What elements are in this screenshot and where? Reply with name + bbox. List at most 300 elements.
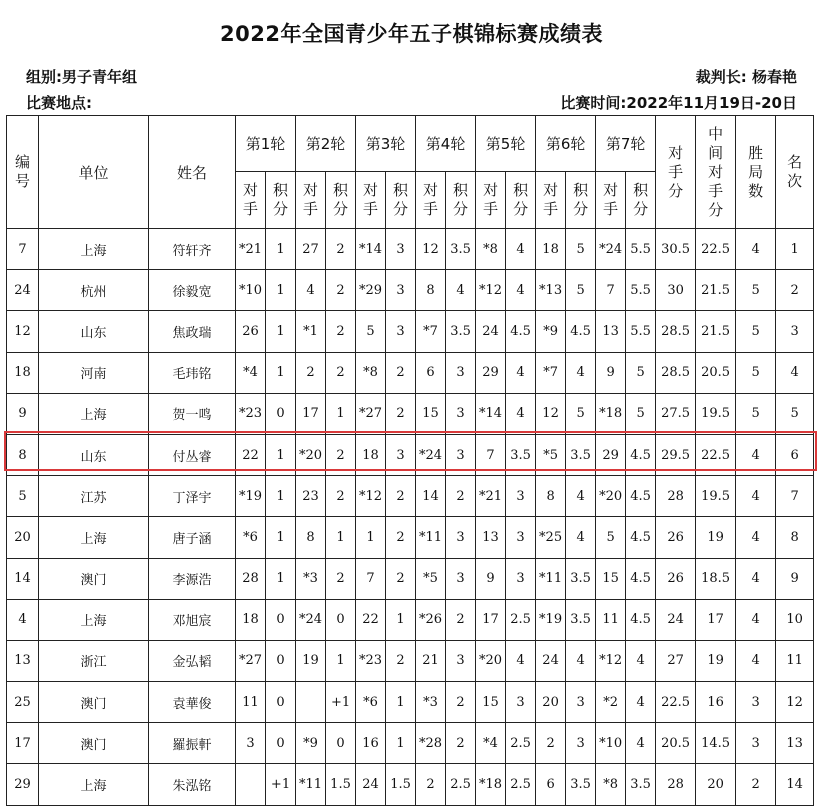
cell-opponent: *12 [476,270,506,311]
table-row [7,270,814,311]
cell-score: 5.5 [626,311,656,352]
cell-score: 1 [386,599,416,640]
cell-score: 4 [566,476,596,517]
cell-opponent: *24 [596,229,626,270]
header-round: 第1轮 [236,116,296,172]
cell-score: 4.5 [626,434,656,475]
cell-unit: 上海 [39,229,149,270]
cell-no: 24 [7,270,39,311]
cell-score: 3 [566,723,596,764]
cell-wins: 4 [736,640,776,681]
cell-name: 羅振軒 [149,723,236,764]
cell-mid-opp: 22.5 [696,434,736,475]
cell-opp-total: 27 [656,640,696,681]
cell-mid-opp: 17 [696,599,736,640]
cell-no: 14 [7,558,39,599]
cell-opp-total: 28 [656,764,696,805]
header-score: 积分 [566,172,596,229]
cell-opponent: 12 [416,229,446,270]
header-round: 第6轮 [536,116,596,172]
cell-opponent: *3 [296,558,326,599]
cell-score: 3 [446,558,476,599]
cell-opp-total: 28.5 [656,311,696,352]
header-mid-opp: 中间对手分 [696,116,736,229]
cell-unit: 杭州 [39,270,149,311]
cell-score: 1 [326,640,356,681]
cell-unit: 山东 [39,434,149,475]
cell-opponent: 5 [356,311,386,352]
cell-opponent: 2 [536,723,566,764]
cell-opponent: *9 [296,723,326,764]
table-row [7,476,814,517]
cell-opponent: 14 [416,476,446,517]
cell-rank: 2 [776,270,814,311]
cell-score: +1 [266,764,296,805]
cell-opponent: 18 [356,434,386,475]
cell-mid-opp: 16 [696,682,736,723]
cell-wins: 5 [736,311,776,352]
cell-rank: 12 [776,682,814,723]
table-row [7,599,814,640]
cell-opponent: 21 [416,640,446,681]
cell-score: 4.5 [626,517,656,558]
cell-score: 2.5 [506,723,536,764]
cell-opponent: *3 [416,682,446,723]
cell-score: 3.5 [446,311,476,352]
cell-score: 2 [326,558,356,599]
cell-score: 1 [326,393,356,434]
header-score: 积分 [266,172,296,229]
cell-name: 袁華俊 [149,682,236,723]
cell-opponent: *25 [536,517,566,558]
cell-score: 3 [506,682,536,723]
cell-score: 2 [446,599,476,640]
cell-opponent: *18 [476,764,506,805]
cell-wins: 3 [736,723,776,764]
cell-mid-opp: 20.5 [696,352,736,393]
cell-opponent: *13 [536,270,566,311]
header-opponent: 对手 [476,172,506,229]
cell-opponent: 9 [596,352,626,393]
cell-score: 2 [326,229,356,270]
cell-opponent: *12 [356,476,386,517]
cell-opponent: *4 [236,352,266,393]
cell-rank: 3 [776,311,814,352]
cell-opponent: *28 [416,723,446,764]
cell-opponent: 2 [296,352,326,393]
cell-opponent: 5 [596,517,626,558]
table-row [7,723,814,764]
cell-mid-opp: 21.5 [696,270,736,311]
cell-score: 0 [266,682,296,723]
cell-unit: 澳门 [39,558,149,599]
cell-opponent: 27 [296,229,326,270]
cell-opponent: *4 [476,723,506,764]
header-score: 积分 [506,172,536,229]
cell-rank: 8 [776,517,814,558]
cell-opponent: 16 [356,723,386,764]
cell-opponent: 26 [236,311,266,352]
cell-score: 5.5 [626,229,656,270]
cell-score: 0 [326,599,356,640]
cell-unit: 澳门 [39,723,149,764]
cell-unit: 江苏 [39,476,149,517]
cell-score: 4 [506,229,536,270]
header-opponent: 对手 [536,172,566,229]
cell-score: 1 [266,229,296,270]
cell-unit: 上海 [39,764,149,805]
cell-score: 3 [446,434,476,475]
cell-score: 2 [326,311,356,352]
cell-score: 3 [566,682,596,723]
cell-name: 贺一鸣 [149,393,236,434]
cell-mid-opp: 22.5 [696,229,736,270]
cell-score: 3 [506,476,536,517]
cell-opponent: 7 [596,270,626,311]
header-rank: 名次 [776,116,814,229]
header-opponent: 对手 [416,172,446,229]
cell-opponent: *6 [236,517,266,558]
cell-opponent: 20 [536,682,566,723]
header-opponent: 对手 [596,172,626,229]
cell-opponent: *12 [596,640,626,681]
cell-score: 4 [566,352,596,393]
cell-opponent: *10 [236,270,266,311]
cell-score: 1.5 [386,764,416,805]
cell-score: 3 [506,517,536,558]
cell-score: 4.5 [626,599,656,640]
cell-score: 3 [386,229,416,270]
cell-opponent: *14 [476,393,506,434]
cell-opponent: *5 [416,558,446,599]
cell-score: 2.5 [506,599,536,640]
cell-opponent: *23 [356,640,386,681]
cell-score: 5 [626,352,656,393]
cell-opponent: 19 [296,640,326,681]
cell-no: 8 [7,434,39,475]
cell-score: 3 [386,311,416,352]
cell-score: 0 [266,393,296,434]
cell-score: 1 [266,476,296,517]
cell-rank: 9 [776,558,814,599]
cell-unit: 澳门 [39,682,149,723]
cell-name: 付丛睿 [149,434,236,475]
cell-score: 4 [446,270,476,311]
cell-opponent: *26 [416,599,446,640]
cell-score: 3 [446,640,476,681]
cell-score: 4 [506,640,536,681]
cell-no: 25 [7,682,39,723]
cell-opponent: *10 [596,723,626,764]
cell-name: 朱泓铭 [149,764,236,805]
header-name: 姓名 [149,116,236,229]
cell-score: 4 [506,393,536,434]
cell-unit: 山东 [39,311,149,352]
cell-score: 3.5 [446,229,476,270]
table-row [7,517,814,558]
venue-label: 比赛地点: [26,94,92,112]
cell-score: 2.5 [446,764,476,805]
cell-opp-total: 28 [656,476,696,517]
cell-mid-opp: 18.5 [696,558,736,599]
cell-opponent: *24 [416,434,446,475]
cell-score: 4 [566,640,596,681]
cell-opponent: *11 [296,764,326,805]
cell-opp-total: 28.5 [656,352,696,393]
cell-wins: 2 [736,764,776,805]
cell-score: 2 [326,476,356,517]
cell-opponent: 11 [236,682,266,723]
cell-name: 徐毅宽 [149,270,236,311]
cell-score: 4.5 [566,311,596,352]
cell-score: 2 [386,393,416,434]
cell-opp-total: 27.5 [656,393,696,434]
cell-score: 1 [266,558,296,599]
cell-opponent: 23 [296,476,326,517]
cell-unit: 上海 [39,599,149,640]
cell-score: 5 [566,229,596,270]
cell-rank: 14 [776,764,814,805]
cell-score: 0 [266,723,296,764]
header-wins: 胜局数 [736,116,776,229]
cell-opponent: 13 [596,311,626,352]
table-row [7,311,814,352]
cell-score: 3 [386,270,416,311]
cell-opponent: 24 [476,311,506,352]
cell-opponent: 8 [416,270,446,311]
cell-mid-opp: 19 [696,640,736,681]
header-unit: 单位 [39,116,149,229]
table-row [7,434,814,475]
cell-score: 4 [566,517,596,558]
cell-score: 1 [266,311,296,352]
cell-opponent: 24 [536,640,566,681]
cell-score: 4.5 [506,311,536,352]
cell-score: 0 [266,640,296,681]
cell-wins: 4 [736,517,776,558]
cell-opponent: *5 [536,434,566,475]
cell-score: 4 [626,682,656,723]
cell-opponent: *6 [356,682,386,723]
cell-unit: 河南 [39,352,149,393]
cell-no: 4 [7,599,39,640]
page-title: 2022年全国青少年五子棋锦标赛成绩表 [220,22,603,46]
cell-opponent: 12 [536,393,566,434]
cell-opponent: 24 [356,764,386,805]
cell-opponent: 3 [236,723,266,764]
cell-opponent: *8 [596,764,626,805]
cell-opponent: *8 [356,352,386,393]
cell-wins: 5 [736,393,776,434]
cell-rank: 6 [776,434,814,475]
cell-opponent: *18 [596,393,626,434]
cell-opponent: *11 [416,517,446,558]
cell-score: 0 [326,723,356,764]
header-opponent: 对手 [296,172,326,229]
cell-opponent: *21 [236,229,266,270]
table-row [7,558,814,599]
cell-rank: 7 [776,476,814,517]
cell-score: 3.5 [506,434,536,475]
cell-score: 2.5 [506,764,536,805]
cell-opponent: 15 [596,558,626,599]
cell-opponent: 18 [236,599,266,640]
cell-mid-opp: 14.5 [696,723,736,764]
cell-opp-total: 30.5 [656,229,696,270]
cell-no: 20 [7,517,39,558]
cell-score: 2 [386,517,416,558]
cell-mid-opp: 21.5 [696,311,736,352]
cell-opp-total: 22.5 [656,682,696,723]
cell-score: 2 [386,558,416,599]
cell-wins: 4 [736,476,776,517]
cell-opponent: *21 [476,476,506,517]
cell-mid-opp: 19.5 [696,476,736,517]
header-opponent: 对手 [356,172,386,229]
cell-unit: 上海 [39,517,149,558]
cell-opponent: *7 [416,311,446,352]
cell-no: 7 [7,229,39,270]
cell-score: 3 [446,393,476,434]
cell-opponent: 18 [536,229,566,270]
cell-score: 4 [506,352,536,393]
cell-opponent: 22 [356,599,386,640]
cell-score: 5 [566,270,596,311]
cell-mid-opp: 19 [696,517,736,558]
cell-opponent: *27 [356,393,386,434]
cell-opponent: 8 [536,476,566,517]
cell-unit: 浙江 [39,640,149,681]
cell-name: 邓旭宸 [149,599,236,640]
cell-name: 唐子涵 [149,517,236,558]
results-table [6,115,814,806]
cell-no: 29 [7,764,39,805]
cell-score: 2 [386,352,416,393]
cell-opponent: *20 [476,640,506,681]
header-score: 积分 [326,172,356,229]
header-no: 编号 [7,116,39,229]
cell-rank: 5 [776,393,814,434]
cell-score: 2 [446,682,476,723]
cell-no: 9 [7,393,39,434]
cell-name: 毛玮铭 [149,352,236,393]
referee-label: 裁判长: 杨春艳 [695,68,797,86]
cell-opponent: *20 [296,434,326,475]
cell-score: 5 [566,393,596,434]
table-row [7,393,814,434]
cell-score: 1 [266,517,296,558]
cell-score: 3 [506,558,536,599]
cell-name: 金弘韬 [149,640,236,681]
cell-score: 1 [266,434,296,475]
table-row [7,764,814,805]
table-row [7,640,814,681]
cell-opponent: 8 [296,517,326,558]
cell-opponent: *19 [236,476,266,517]
cell-opponent: 1 [356,517,386,558]
cell-opponent: 4 [296,270,326,311]
cell-opponent: 29 [476,352,506,393]
cell-opponent: *1 [296,311,326,352]
cell-mid-opp: 20 [696,764,736,805]
cell-opponent: *27 [236,640,266,681]
header-opp-total: 对手分 [656,116,696,229]
cell-score: 1 [326,517,356,558]
cell-score: 2 [446,476,476,517]
cell-opp-total: 20.5 [656,723,696,764]
cell-opp-total: 26 [656,517,696,558]
cell-score: 2 [326,270,356,311]
cell-opp-total: 24 [656,599,696,640]
time-label: 比赛时间:2022年11月19日-20日 [560,94,797,112]
cell-score: 3 [386,434,416,475]
cell-opponent: 13 [476,517,506,558]
cell-no: 12 [7,311,39,352]
cell-opponent: 6 [536,764,566,805]
cell-score: 1.5 [326,764,356,805]
cell-score: 5.5 [626,270,656,311]
cell-name: 李源浩 [149,558,236,599]
cell-score: 1 [266,352,296,393]
cell-opponent: *19 [536,599,566,640]
cell-wins: 5 [736,270,776,311]
cell-opponent [236,764,266,805]
cell-opponent: *7 [536,352,566,393]
cell-opponent: 17 [296,393,326,434]
cell-score: 1 [386,682,416,723]
header-score: 积分 [386,172,416,229]
cell-score: 3.5 [626,764,656,805]
cell-wins: 4 [736,434,776,475]
cell-score: 3.5 [566,764,596,805]
cell-opp-total: 30 [656,270,696,311]
cell-mid-opp: 19.5 [696,393,736,434]
cell-score: 3.5 [566,434,596,475]
cell-opp-total: 26 [656,558,696,599]
cell-no: 5 [7,476,39,517]
cell-opponent: 29 [596,434,626,475]
cell-opponent: 6 [416,352,446,393]
cell-wins: 4 [736,229,776,270]
cell-opponent: *24 [296,599,326,640]
cell-score: 2 [326,434,356,475]
cell-rank: 13 [776,723,814,764]
cell-opponent: *9 [536,311,566,352]
cell-opponent: *14 [356,229,386,270]
cell-score: 2 [326,352,356,393]
cell-wins: 5 [736,352,776,393]
cell-score: 5 [626,393,656,434]
cell-wins: 4 [736,599,776,640]
cell-score: 4 [506,270,536,311]
cell-opponent: 11 [596,599,626,640]
cell-opponent: 7 [476,434,506,475]
cell-opponent: 9 [476,558,506,599]
cell-no: 18 [7,352,39,393]
cell-no: 13 [7,640,39,681]
cell-score: 3 [446,517,476,558]
cell-score: 1 [386,723,416,764]
cell-score: 4 [626,640,656,681]
header-round: 第2轮 [296,116,356,172]
cell-name: 符轩齐 [149,229,236,270]
table-row [7,229,814,270]
cell-score: 2 [386,476,416,517]
cell-score: 0 [266,599,296,640]
cell-opponent [296,682,326,723]
header-score: 积分 [626,172,656,229]
cell-score: 4 [626,723,656,764]
